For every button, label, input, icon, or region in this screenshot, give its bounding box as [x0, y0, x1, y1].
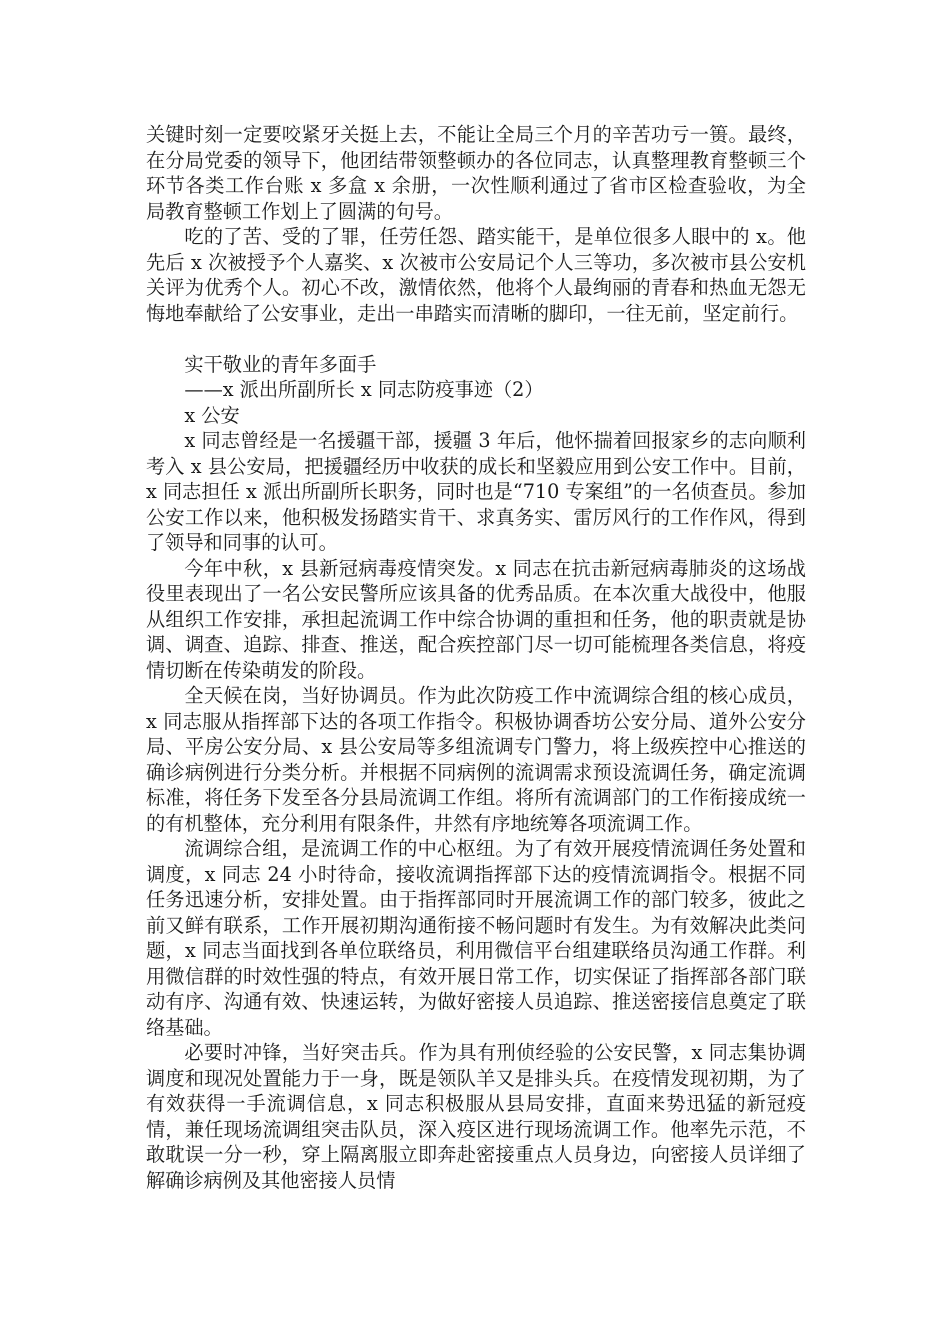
paragraph-spacer — [146, 326, 806, 352]
paragraph-body: 全天候在岗，当好协调员。作为此次防疫工作中流调综合组的核心成员，x 同志服从指挥部下达的各项工作指令。积极协调香坊公安分局、道外公安分局、平房公安分局、x 县公安局等多组流调专门警力，将上级疾控中心推送的确诊病例进行分类分析。并根据不同病例的流调需求预设流调任务，确定流调标准，将任务下发至各分县局流调工作组。将所有流调部门的工作衔接成统一的有机整体，充分利用有限条件，井然有序地统筹各项流调工作。 — [146, 684, 806, 835]
paragraph-body: 今年中秋，x 县新冠病毒疫情突发。x 同志在抗击新冠病毒肺炎的这场战役里表现出了一名公安民警所应该具备的优秀品质。在本次重大战役中，他服从组织工作安排，承担起流调工作中综合协调的重担和任务，他的职责就是协调、调查、追踪、排查、推送，配合疾控部门尽一切可能梳理各类信息，将疫情切断在传染萌发的阶段。 — [146, 556, 806, 682]
article-subtitle: ——x 派出所副所长 x 同志防疫事迹（2） — [184, 378, 544, 401]
article-title: 实干敬业的青年多面手 — [184, 352, 377, 376]
paragraph-body: 流调综合组，是流调工作的中心枢纽。为了有效开展疫情流调任务处置和调度，x 同志 24 小时待命，接收流调指挥部下达的疫情流调指令。根据不同任务迅速分析，安排处置。由于指挥部同时开展流调工作的部门较多，彼此之前又鲜有联系，工作开展初期沟通衔接不畅问题时有发生。为有效解决此类问题，x 同志当面找到各单位联络员，利用微信平台组建联络员沟通工作群。利用微信群的时效性强的特点，有效开展日常工作，切实保证了指挥部各部门联动有序、沟通有效、快速运转，为做好密接人员追踪、推送密接信息奠定了联络基础。 — [146, 837, 806, 1039]
paragraph-body: x 同志曾经是一名援疆干部，援疆 3 年后，他怀揣着回报家乡的志向顺利考入 x 县公安局，把援疆经历中收获的成长和坚毅应用到公安工作中。目前，x 同志担任 x 派出所副所长职务，同时也是“710 专案组”的一名侦查员。参加公安工作以来，他积极发扬踏实肯干、求真务实、雷厉风行的工作作风，得到了领导和同事的认可。 — [146, 429, 806, 554]
paragraph-summary: 吃的了苦、受的了罪，任劳任怨、踏实能干，是单位很多人眼中的 x。他先后 x 次被授予个人嘉奖、x 次被市公安局记个人三等功，多次被市县公安机关评为优秀个人。初心不改，激情依然，他将个人最绚丽的青春和热血无怨无悔地奉献给了公安事业，走出一串踏实而清晰的脚印，一往无前，坚定前行。 — [146, 225, 806, 325]
document-page — [146, 122, 806, 1193]
paragraph-continuation: 关键时刻一定要咬紧牙关挺上去，不能让全局三个月的辛苦功亏一篑。最终，在分局党委的领导下，他团结带领整顿办的各位同志，认真整理教育整顿三个环节各类工作台账 x 多盒 x 余册，一次性顺利通过了省市区检查验收，为全局教育整顿工作划上了圆满的句号。 — [146, 123, 806, 223]
article-author: x 公安 — [184, 403, 240, 427]
paragraph-body: 必要时冲锋，当好突击兵。作为具有刑侦经验的公安民警，x 同志集协调调度和现况处置能力于一身，既是领队羊又是排头兵。在疫情发现初期，为了有效获得一手流调信息，x 同志积极服从县局安排，直面来势迅猛的新冠疫情，兼任现场流调组突击队员，深入疫区进行现场流调工作。他率先示范，不敢耽误一分一秒，穿上隔离服立即奔赴密接重点人员身边，向密接人员详细了解确诊病例及其他密接人员情 — [146, 1041, 806, 1192]
